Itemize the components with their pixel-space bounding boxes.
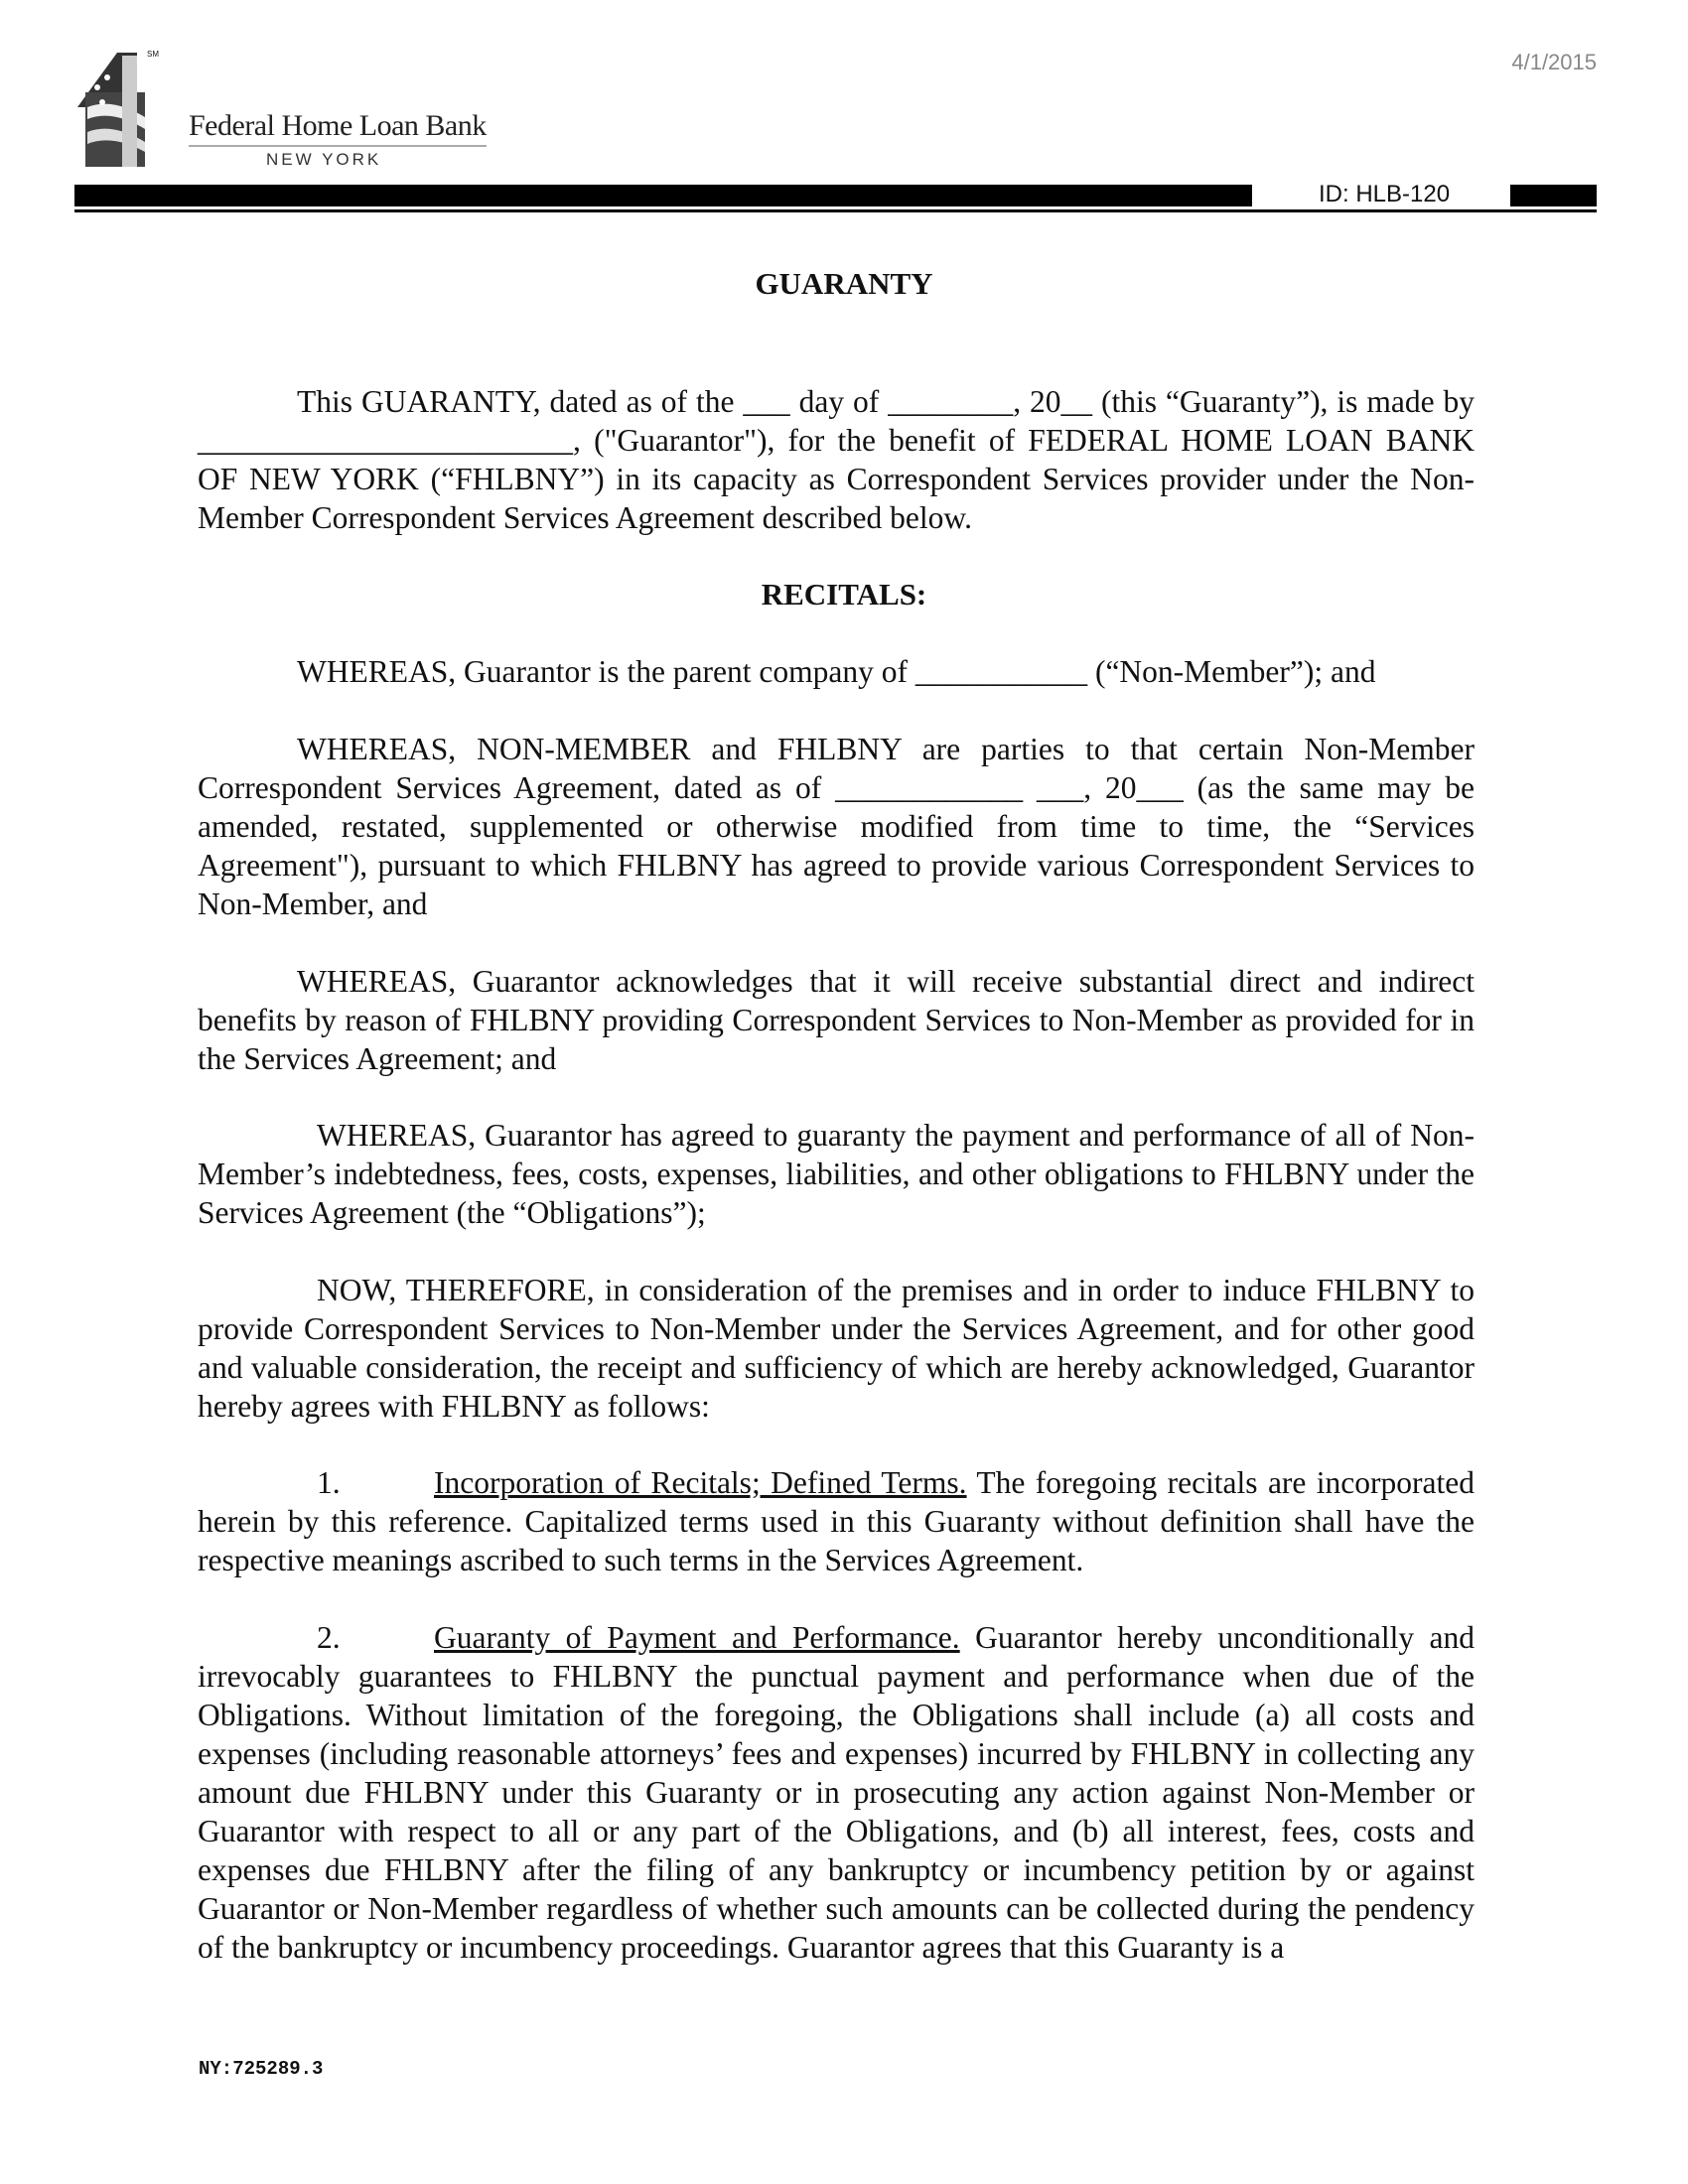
section-1 <box>198 1463 1475 1579</box>
intro-text: This GUARANTY, dated as of the ___ day of ________, 20__ (this “Guaranty”), is made by ________________________, ("Guarantor"), for the benefit of FEDERAL HOME LOAN BANK OF NEW YORK (“FHLBNY”) in its capacity as Correspondent Services provider under the Non-Member Correspondent Services Agreement described below. <box>198 384 1475 535</box>
now-therefore-paragraph <box>198 1271 1475 1426</box>
logo-subtitle: NEW YORK <box>266 150 382 169</box>
logo-name: Federal Home Loan Bank <box>189 109 487 142</box>
document-number: NY:725289.3 <box>199 2058 324 2080</box>
section-number: 2. <box>317 1620 341 1655</box>
section-number: 1. <box>317 1465 341 1500</box>
logo-rule <box>189 145 487 147</box>
trademark: SM <box>147 50 159 59</box>
section-heading: Incorporation of Recitals; Defined Terms. <box>434 1465 967 1500</box>
whereas-paragraph <box>198 1116 1475 1232</box>
whereas-text: WHEREAS, Guarantor is the parent company of ___________ (“Non-Member”); and <box>297 654 1376 689</box>
form-id: ID: HLB-120 <box>1319 181 1451 207</box>
header-bar <box>74 185 1252 206</box>
document-date: 4/1/2015 <box>1511 50 1597 74</box>
document-title: GUARANTY <box>755 266 933 301</box>
whereas-text: WHEREAS, Guarantor acknowledges that it will receive substantial direct and indirect benefits by reason of FHLBNY providing Correspondent Services to Non-Member as provided for in the Services Agreement; and <box>198 964 1475 1076</box>
whereas-paragraph <box>198 730 1475 923</box>
fhlbny-logo <box>77 48 494 172</box>
section-heading: Guaranty of Payment and Performance. <box>434 1620 960 1655</box>
intro-paragraph <box>198 382 1475 537</box>
whereas-text: WHEREAS, Guarantor has agreed to guaranty the payment and performance of all of Non-Member’s indebtedness, fees, costs, expenses, liabilities, and other obligations to FHLBNY under the Services Agreement (the “Obligations”); <box>198 1118 1475 1230</box>
section-2 <box>198 1618 1475 1967</box>
house-flag-icon <box>77 48 187 172</box>
header-rule <box>74 209 1597 212</box>
header-bar-end <box>1510 185 1597 206</box>
now-therefore-text: NOW, THEREFORE, in consideration of the premises and in order to induce FHLBNY to provide Correspondent Services to Non-Member under the Services Agreement, and for other good and valuable consideration, the receipt and sufficiency of which are hereby acknowledged, Guarantor hereby agrees with FHLBNY as follows: <box>198 1273 1475 1424</box>
whereas-paragraph <box>198 962 1475 1078</box>
recitals-heading: RECITALS: <box>761 577 927 612</box>
section-body: The foregoing recitals are incorporated herein by this reference. Capitalized terms used in this Guaranty without definition shall have the respective meanings ascribed to such terms in the Services Agreement. <box>198 1465 1475 1577</box>
whereas-text: WHEREAS, NON-MEMBER and FHLBNY are parties to that certain Non-Member Correspondent Services Agreement, dated as of ____________ ___, 20___ (as the same may be amended, restated, supplemented or otherwise modified from time to time, the “Services Agreement"), pursuant to which FHLBNY has agreed to provide various Correspondent Services to Non-Member, and <box>198 732 1475 921</box>
whereas-paragraph <box>198 652 1475 691</box>
section-body: Guarantor hereby unconditionally and irrevocably guarantees to FHLBNY the punctual payment and performance when due of the Obligations. Without limitation of the foregoing, the Obligations shall include (a) all costs and expenses (including reasonable attorneys’ fees and expenses) incurred by FHLBNY in collecting any amount due FHLBNY under this Guaranty or in prosecuting any action against Non-Member or Guarantor with respect to all or any part of the Obligations, and (b) all interest, fees, costs and expenses due FHLBNY after the filing of any bankruptcy or incumbency petition by or against Guarantor or Non-Member regardless of whether such amounts can be collected during the pendency of the bankruptcy or incumbency proceedings. Guarantor agrees that this Guaranty is a <box>198 1620 1475 1965</box>
